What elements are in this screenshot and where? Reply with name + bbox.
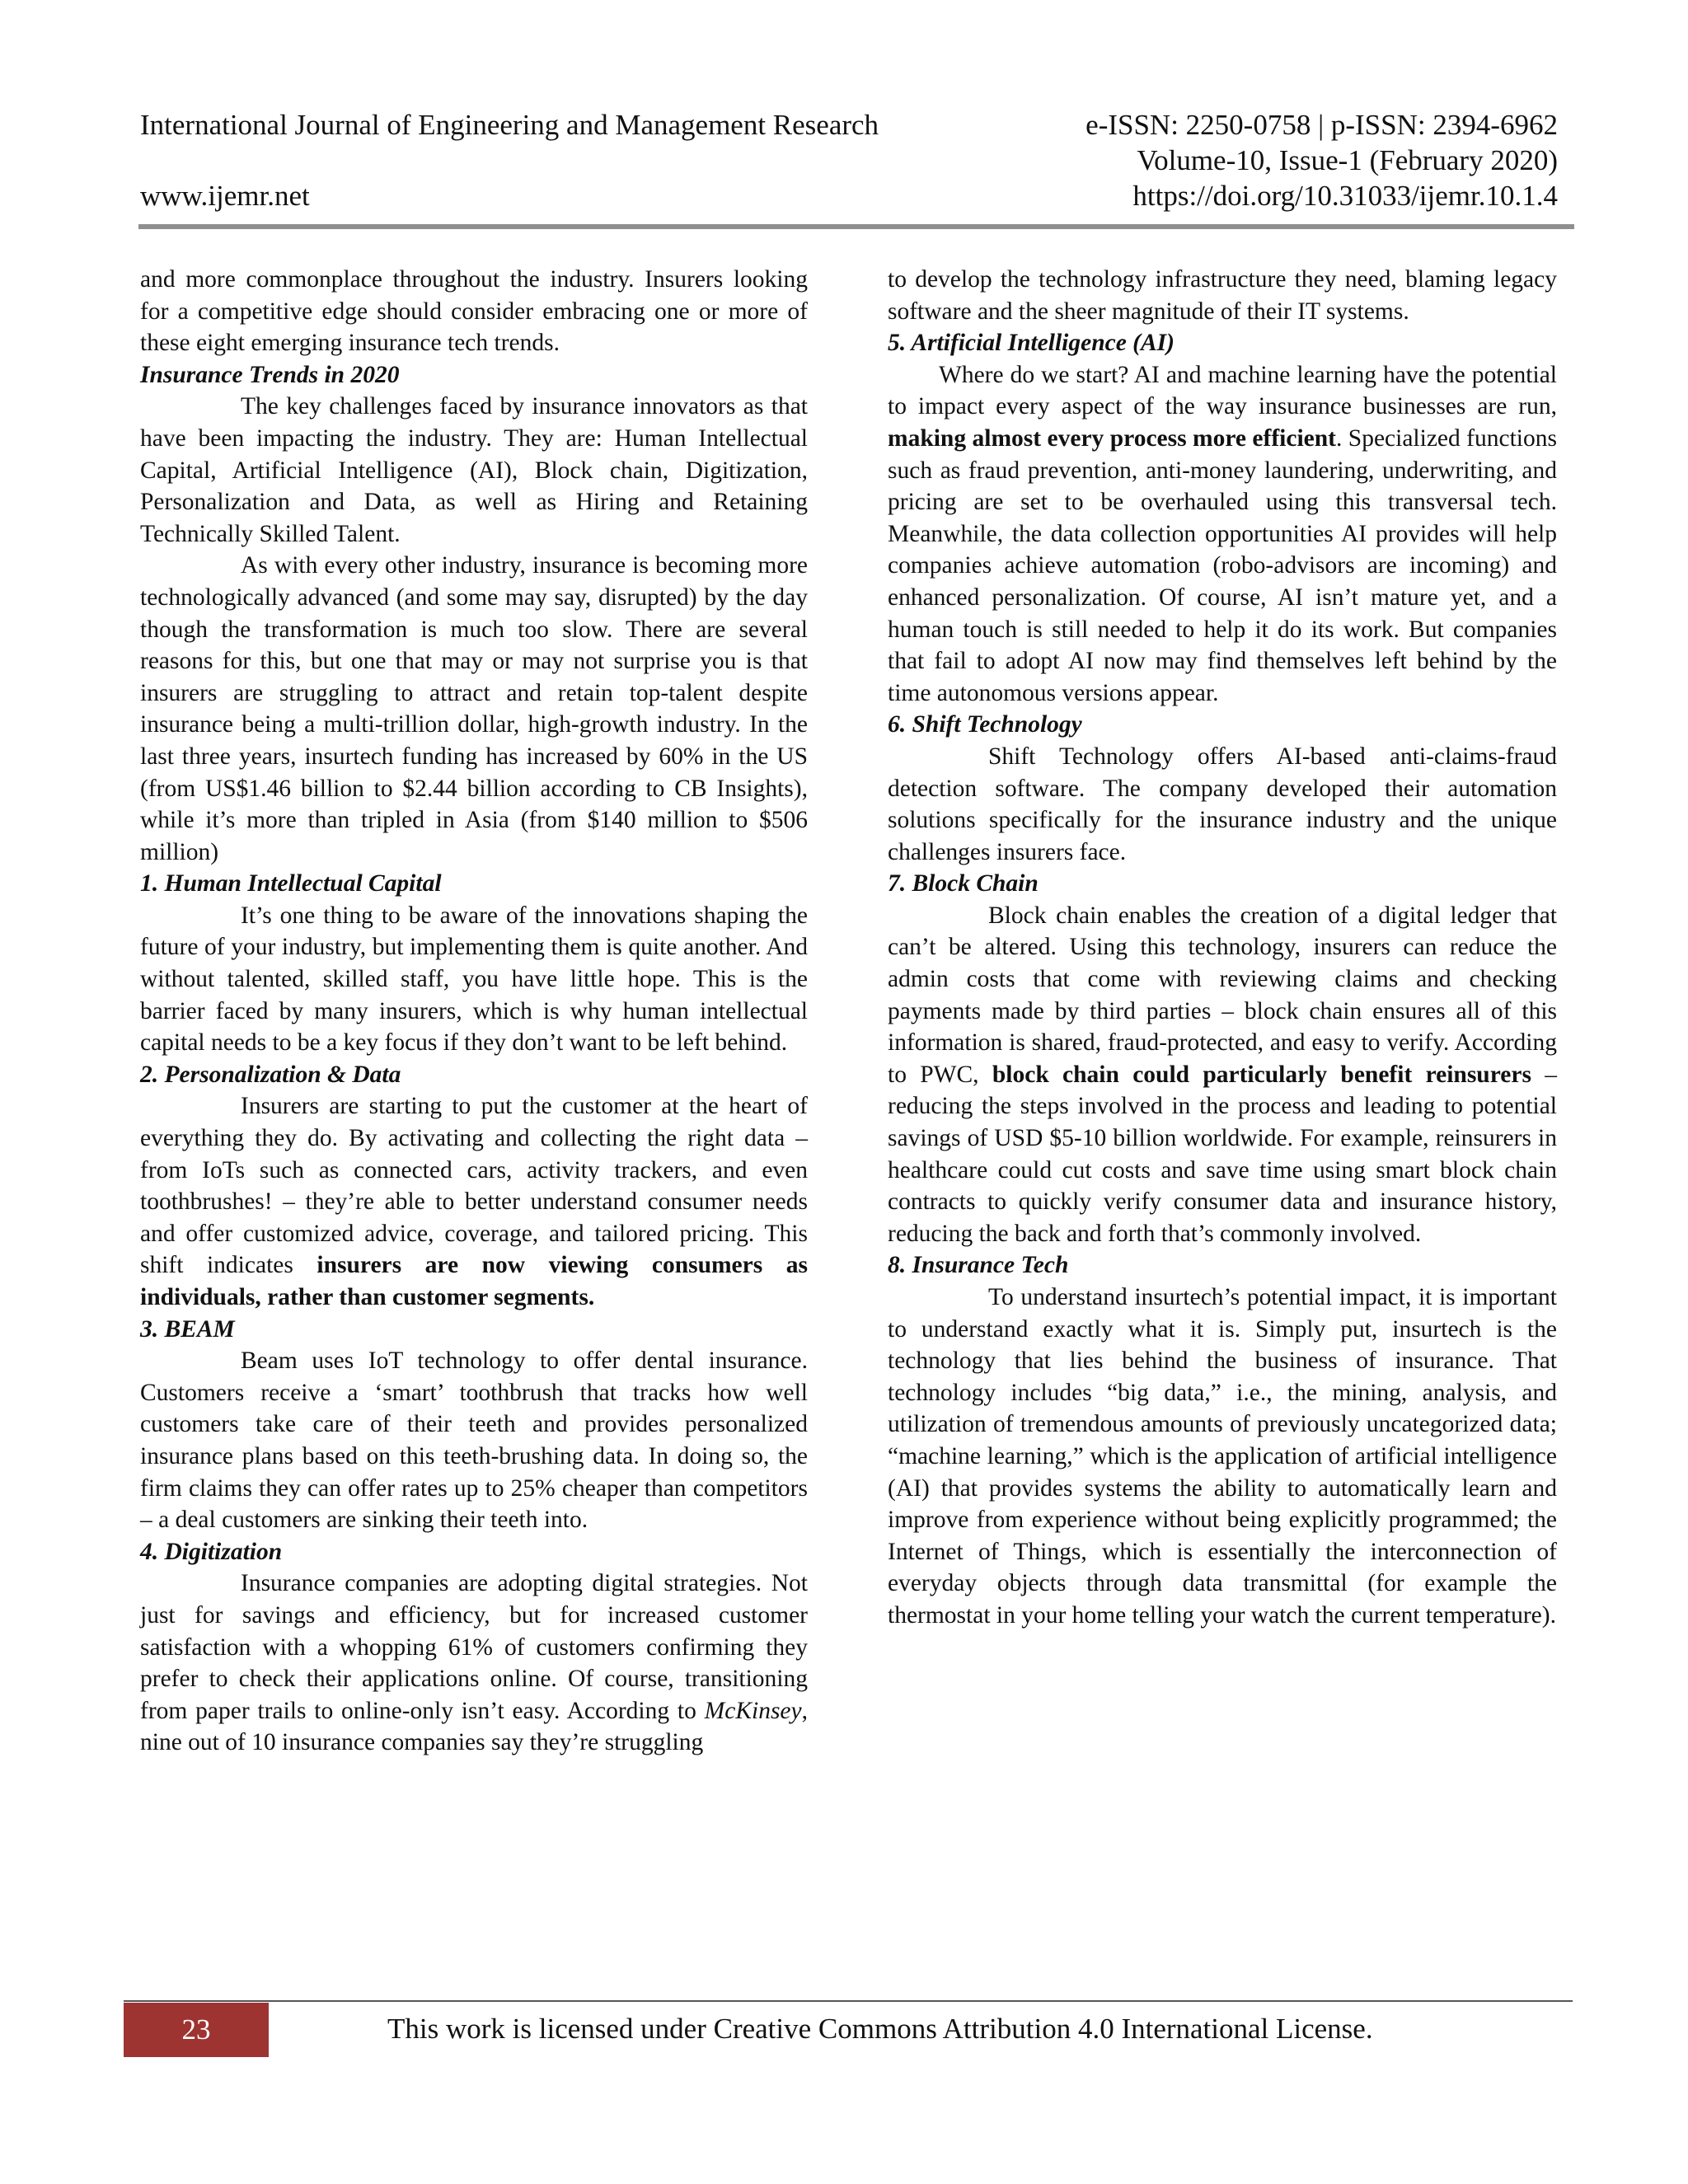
- italic-text: McKinsey: [704, 1697, 802, 1724]
- section-heading-ai: 5. Artificial Intelligence (AI): [888, 330, 1175, 357]
- paragraph: to develop the technology infrastructure they need, blaming legacy software and the sheer magnitude of their IT systems.: [888, 266, 1557, 325]
- text-run: Block chain enables the creation of a digital ledger that can’t be altered. Using this technology, insurers can reduce the admin costs that come with reviewing claims and checking payments made by third parties – block chain ensures all of this information is shared, fraud-protected, and easy to verify. According to PWC,: [888, 902, 1557, 1088]
- paragraph: As with every other industry, insurance is becoming more technologically advanced (and some may say, disrupted) by the day though the transformation is much too slow. There are several reasons for this, but one that may or may not surprise you is that insurers are struggling to attract and retain top-talent despite insurance being a multi-trillion dollar, high-growth industry. In the last three years, insurtech funding has increased by 60% in the US (from US$1.46 billion to $2.44 billion according to CB Insights), while it’s more than tripled in Asia (from $140 million to $506 million): [140, 552, 808, 865]
- volume-info: Volume-10, Issue-1 (February 2020): [1137, 144, 1558, 176]
- bold-text: insurers are now viewing consumers as individuals, rather than customer segments.: [140, 1252, 808, 1310]
- paragraph: [140, 1568, 808, 1759]
- paragraph: [888, 900, 1557, 1250]
- page-header: [140, 107, 1558, 213]
- paragraph: [140, 1090, 808, 1313]
- text-run: , nine out of 10 insurance companies say they’re struggling: [140, 1697, 808, 1756]
- footer-rule: [124, 2000, 1573, 2002]
- issn-info: e-ISSN: 2250-0758 | p-ISSN: 2394-6962: [1085, 109, 1558, 141]
- header-rule: [138, 224, 1574, 229]
- section-heading-shift: 6. Shift Technology: [888, 711, 1082, 738]
- page-number: 23: [124, 2003, 269, 2057]
- text-run: Insurance companies are adopting digital strategies. Not just for savings and efficiency, but for increased customer satisfaction with a whopping 61% of customers confirming they prefer to check their applications online. Of course, transitioning from paper trails to online-only isn’t easy. According to: [140, 1570, 808, 1724]
- text-run: Insurers are starting to put the customer at the heart of everything they do. By activating and collecting the right data – from IoTs such as connected cars, activity trackers, and even toothbrushes! – they’re able to better understand consumer needs and offer customized advice, coverage, and tailored pricing. This shift indicates: [140, 1093, 808, 1279]
- bold-text: block chain could particularly benefit reinsurers: [992, 1061, 1531, 1088]
- section-heading-personalization: 2. Personalization & Data: [140, 1061, 401, 1088]
- section-heading-insurance-tech: 8. Insurance Tech: [888, 1252, 1069, 1279]
- section-heading-block-chain: 7. Block Chain: [888, 870, 1039, 898]
- section-heading-human-capital: 1. Human Intellectual Capital: [140, 870, 442, 898]
- text-run: – reducing the steps involved in the process and leading to potential savings of USD $5-10 billion worldwide. For example, reinsurers in healthcare could cut costs and save time using smart block chain contracts to quickly verify consumer data and insurance history, reducing the back and forth that’s commonly involved.: [888, 1061, 1558, 1247]
- license-notice: This work is licensed under Creative Commons Attribution 4.0 International License.: [387, 2013, 1373, 2045]
- section-heading-trends: Insurance Trends in 2020: [140, 361, 400, 388]
- paragraph: The key challenges faced by insurance innovators as that have been impacting the industry. They are: Human Intellectual Capital, Artificial Intelligence (AI), Block chain, Digitization, Personalization and Data, as well as Hiring and Retaining Technically Skilled Talent.: [140, 393, 808, 547]
- doi-link[interactable]: https://doi.org/10.31033/ijemr.10.1.4: [1132, 180, 1558, 212]
- paragraph: and more commonplace throughout the industry. Insurers looking for a competitive edge should consider embracing one or more of these eight emerging insurance tech trends.: [140, 266, 808, 357]
- left-column: [140, 264, 808, 1759]
- paragraph: To understand insurtech’s potential impact, it is important to understand exactly what it is. Simply put, insurtech is the technology that lies behind the business of insurance. That technology includes “big data,” i.e., the mining, analysis, and utilization of tremendous amounts of previously uncategorized data; “machine learning,” which is the application of artificial intelligence (AI) that provides systems the ability to automatically learn and improve from experience without being explicitly programmed; the Internet of Things, which is essentially the interconnection of everyday objects through data transmittal (for example the thermostat in your home telling your watch the current temperature).: [888, 1284, 1557, 1629]
- section-heading-digitization: 4. Digitization: [140, 1538, 283, 1565]
- paragraph: Shift Technology offers AI-based anti-claims-fraud detection software. The company developed their automation solutions specifically for the insurance industry and the unique challenges insurers face.: [888, 743, 1557, 865]
- journal-title: International Journal of Engineering and Management Research: [140, 109, 879, 141]
- journal-website-link[interactable]: www.ijemr.net: [140, 180, 310, 212]
- text-run: . Specialized functions such as fraud prevention, anti-money laundering, underwriting, and pricing are set to be overhauled using this transversal tech. Meanwhile, the data collection opportunities AI provides will help companies achieve automation (robo-advisors are incoming) and enhanced personalization. Of course, AI isn’t mature yet, and a human touch is still needed to help it do its work. But companies that fail to adopt AI now may find themselves left behind by the time autonomous versions appear.: [888, 424, 1557, 706]
- section-heading-beam: 3. BEAM: [140, 1315, 235, 1343]
- paragraph: It’s one thing to be aware of the innovations shaping the future of your industry, but implementing them is quite another. And without talented, skilled staff, you have little hope. This is the barrier faced by many insurers, which is why human intellectual capital needs to be a key focus if they don’t want to be left behind.: [140, 902, 808, 1057]
- right-column: [888, 264, 1557, 1632]
- bold-text: making almost every process more efficient: [888, 424, 1336, 452]
- text-run: Where do we start? AI and machine learning have the potential to impact every aspect of the way insurance businesses are run,: [888, 361, 1557, 420]
- paragraph: [888, 359, 1557, 710]
- paragraph: Beam uses IoT technology to offer dental insurance. Customers receive a ‘smart’ toothbrush that tracks how well customers take care of their teeth and provides personalized insurance plans based on this teeth-brushing data. In doing so, the firm claims they can offer rates up to 25% cheaper than competitors – a deal customers are sinking their teeth into.: [140, 1347, 808, 1534]
